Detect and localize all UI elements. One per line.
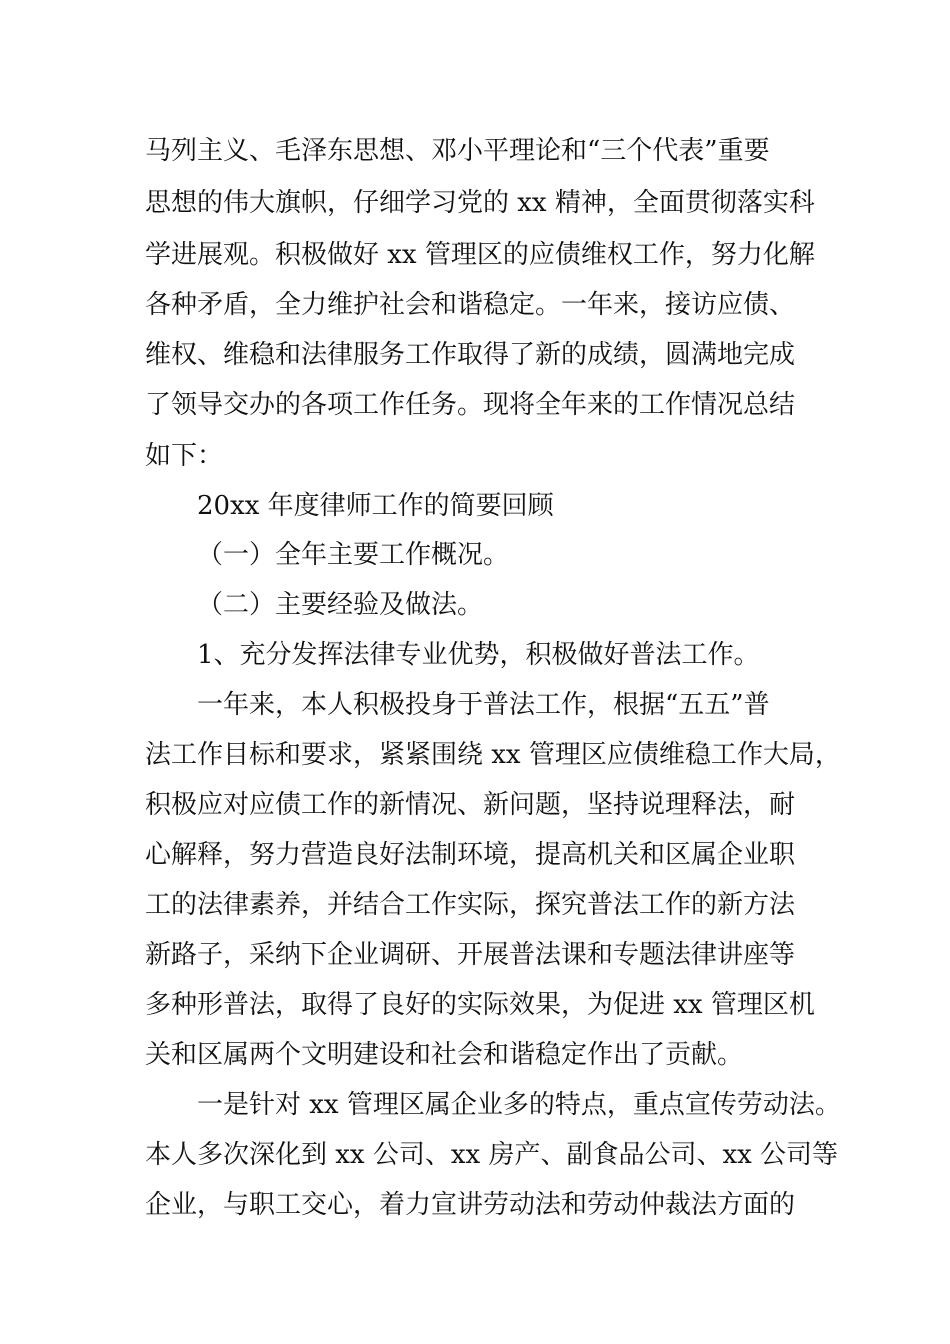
section-heading: 20xx 年度律师工作的简要回顾 <box>197 491 554 521</box>
subsection-heading: （二）主要经验及做法。 <box>197 590 484 620</box>
paragraph-line: 新路子，采纳下企业调研、开展普法课和专题法律讲座等 <box>145 940 796 970</box>
paragraph-line: 一年来，本人积极投身于普法工作，根据“五五”普 <box>197 690 770 720</box>
paragraph-line: 如下： <box>145 441 224 471</box>
subsection-heading: （一）全年主要工作概况。 <box>197 540 510 570</box>
paragraph-line: 各种矛盾，全力维护社会和谐稳定。一年来，接访应债、 <box>145 290 796 320</box>
paragraph-line: 了领导交办的各项工作任务。现将全年来的工作情况总结 <box>145 390 796 420</box>
paragraph-line: 法工作目标和要求，紧紧围绕 xx 管理区应债维稳工作大局， <box>145 740 841 770</box>
paragraph-line: 维权、维稳和法律服务工作取得了新的成绩，圆满地完成 <box>145 340 796 370</box>
paragraph-line: 工的法律素养，并结合工作实际，探究普法工作的新方法 <box>145 890 796 920</box>
paragraph-line: 一是针对 xx 管理区属企业多的特点，重点宣传劳动法。 <box>197 1090 841 1120</box>
paragraph-line: 积极应对应债工作的新情况、新问题，坚持说理释法，耐 <box>145 790 796 820</box>
point-heading: 1、充分发挥法律专业优势，积极做好普法工作。 <box>197 640 760 670</box>
paragraph-line: 多种形普法，取得了良好的实际效果，为促进 xx 管理区机 <box>145 990 815 1020</box>
paragraph-line: 企业，与职工交心，着力宣讲劳动法和劳动仲裁法方面的 <box>145 1190 796 1220</box>
paragraph-line: 心解释，努力营造良好法制环境，提高机关和区属企业职 <box>145 840 796 870</box>
paragraph-line: 关和区属两个文明建设和社会和谐稳定作出了贡献。 <box>145 1040 744 1070</box>
paragraph-line: 本人多次深化到 xx 公司、xx 房产、副食品公司、xx 公司等 <box>145 1140 839 1170</box>
paragraph-line: 学进展观。积极做好 xx 管理区的应债维权工作，努力化解 <box>145 240 815 270</box>
paragraph-line: 思想的伟大旗帜，仔细学习党的 xx 精神，全面贯彻落实科 <box>145 188 815 218</box>
paragraph-line: 马列主义、毛泽东思想、邓小平理论和“三个代表”重要 <box>145 136 770 166</box>
